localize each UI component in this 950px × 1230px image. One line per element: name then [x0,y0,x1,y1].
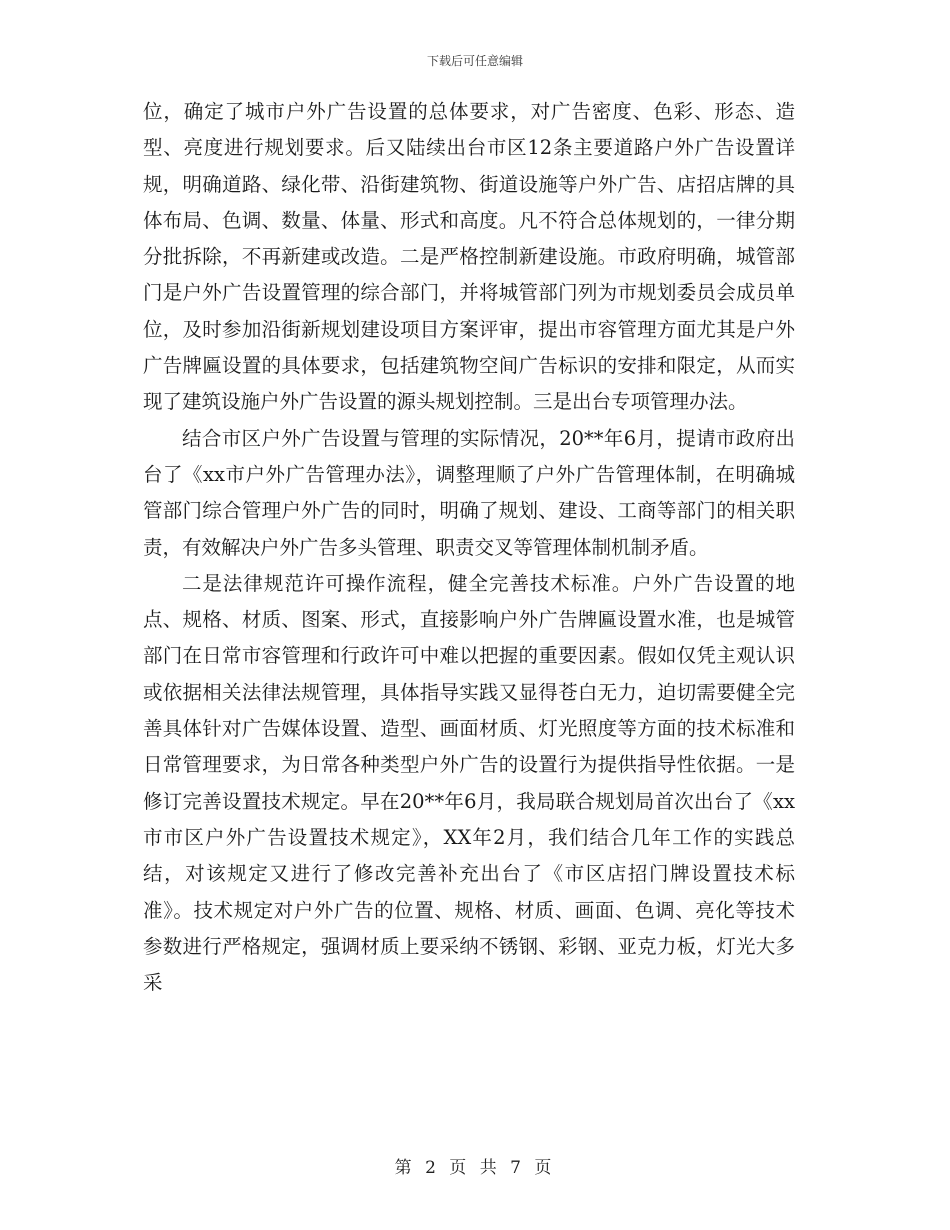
paragraph-1: 位，确定了城市户外广告设置的总体要求，对广告密度、色彩、形态、造型、亮度进行规划要求。后又陆续出台市区12条主要道路户外广告设置详规，明确道路、绿化带、沿街建筑物、街道设施等户外广告、店招店牌的具体布局、色调、数量、体量、形式和高度。凡不符合总体规划的，一律分期分批拆除，不再新建或改造。二是严格控制新建设施。市政府明确，城管部门是户外广告设置管理的综合部门，并将城管部门列为市规划委员会成员单位，及时参加沿街新规划建设项目方案评审，提出市容管理方面尤其是户外广告牌匾设置的具体要求，包括建筑物空间广告标识的安排和限定，从而实现了建筑设施户外广告设置的源头规划控制。三是出台专项管理办法。 [143,100,795,414]
page-number-footer: 第 2 页 共 7 页 [394,1158,556,1178]
page-header: 下载后可任意编辑 [426,54,523,68]
paragraph-2: 结合市区户外广告设置与管理的实际情况，20**年6月，提请市政府出台了《xx市户外广告管理办法》，调整理顺了户外广告管理体制，在明确城管部门综合管理户外广告的同时，明确了规划、建设、工商等部门的相关职责，有效解决户外广告多头管理、职责交叉等管理体制机制矛盾。 [143,426,795,559]
document-body [143,94,795,1001]
paragraph-3: 二是法律规范许可操作流程，健全完善技术标准。户外广告设置的地点、规格、材质、图案、形式，直接影响户外广告牌匾设置水准，也是城管部门在日常市容管理和行政许可中难以把握的重要因素。假如仅凭主观认识或依据相关法律法规管理，具体指导实践又显得苍白无力，迫切需要健全完善具体针对广告媒体设置、造型、画面材质、灯光照度等方面的技术标准和日常管理要求，为日常各种类型户外广告的设置行为提供指导性依据。一是修订完善设置技术规定。早在20**年6月，我局联合规划局首次出台了《xx市市区户外广告设置技术规定》，XX年2月，我们结合几年工作的实践总结，对该规定又进行了修改完善补充出台了《市区店招门牌设置技术标准》。技术规定对户外广告的位置、规格、材质、画面、色调、亮化等技术参数进行严格规定，强调材质上要采纳不锈钢、彩钢、亚克力板，灯光大多采 [143,571,795,995]
